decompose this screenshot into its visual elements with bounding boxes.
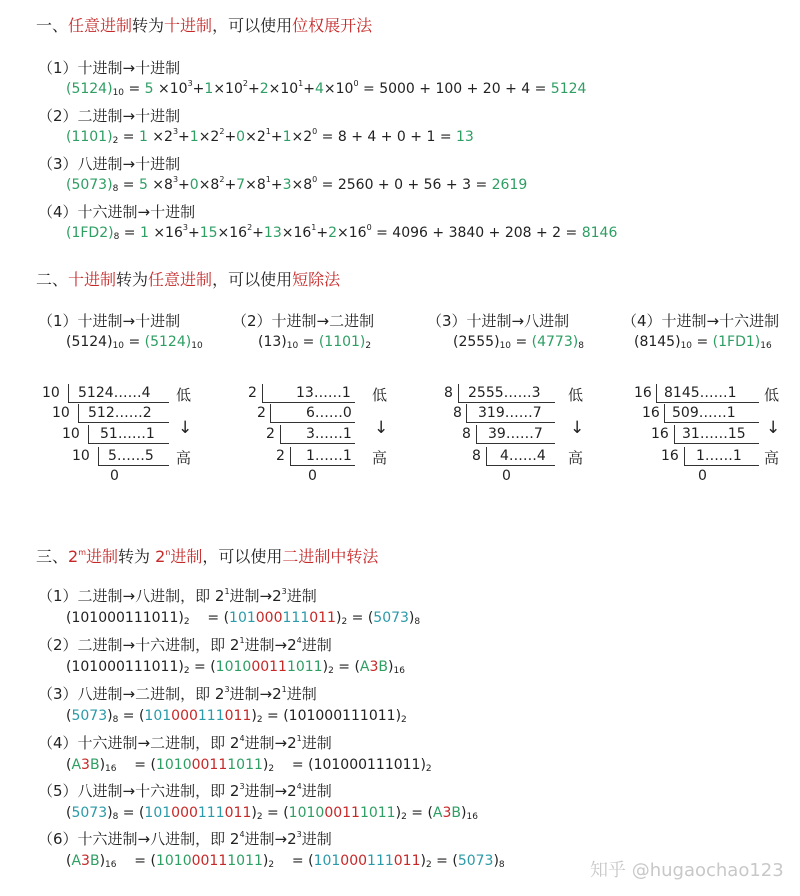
division-divisor: 16: [661, 448, 679, 464]
division-zero: 0: [502, 468, 511, 484]
s3-item3-title: （3）八进制→二进制，即 $2^3$进制$\to 2^1$进制: [38, 685, 317, 703]
division-row: 1……1: [306, 448, 352, 464]
s2-col2-result: $(13)_{10} = (1101)_2$: [258, 334, 372, 351]
division-divisor: 8: [453, 405, 462, 421]
division-zero: 0: [110, 468, 119, 484]
division-divisor: 10: [52, 405, 70, 421]
high-label: 高: [372, 449, 388, 467]
s2-col1-result: $(5124)_{10} = (5124)_{10}$: [66, 334, 203, 351]
s1-item2-title: （2）二进制→十进制: [38, 107, 181, 125]
low-label: 低: [372, 386, 388, 404]
s3-item5-title: （5）八进制→十六进制，即 $2^3$进制$\to 2^4$进制: [38, 782, 332, 800]
division-divisor: 16: [634, 385, 652, 401]
s3-item1-formula: $(101000111011)_2$ = $(101000111011)_2 = (5073)_8$: [66, 610, 421, 627]
division-row: 2555……3: [468, 385, 541, 401]
division-row: 51……1: [100, 426, 155, 442]
s1-item3-formula: $(5073)_8 = 5 \times 8^3+0\times 8^2+7\times 8^1+3\times 8^0 = 2560 + 0 + 56 + 3 = 2619$: [66, 175, 528, 194]
division-row: 5……5: [108, 448, 154, 464]
division-row: 512……2: [88, 405, 152, 421]
s1-item4-title: （4）十六进制→十进制: [38, 203, 196, 221]
division-divisor: 16: [642, 405, 660, 421]
s3-item4-formula: $(A3B)_{16}$ = $(101000111011)_2$ = $(101000111011)_2$: [66, 757, 432, 774]
watermark: 知乎 @hugaochao123: [590, 860, 784, 881]
high-label: 高: [764, 449, 780, 467]
division-divisor: 8: [444, 385, 453, 401]
division-row: 6……0: [306, 405, 352, 421]
s2-col2-title: （2）十进制→二进制: [232, 312, 375, 330]
division-divisor: 8: [462, 426, 471, 442]
s3-item2-formula: $(101000111011)_2 = (101000111011)_2 = (A3B)_{16}$: [66, 659, 405, 676]
down-arrow-icon: ↓: [570, 418, 585, 438]
division-row: 31……15: [682, 426, 746, 442]
low-label: 低: [568, 386, 584, 404]
s3-item6-formula: $(A3B)_{16}$ = $(101000111011)_2$ = $(101000111011)_2 = (5073)_8$: [66, 853, 505, 870]
high-label: 高: [176, 449, 192, 467]
s2-col3-title: （3）十进制→八进制: [427, 312, 570, 330]
s3-item5-formula: $(5073)_8 = (101000111011)_2 = (101000111011)_2 = (A3B)_{16}$: [66, 805, 478, 822]
division-zero: 0: [698, 468, 707, 484]
low-label: 低: [176, 386, 192, 404]
s1-item4-formula: $(1FD2)_8 = 1 \times 16^3+15\times 16^2+13\times 16^1+2\times 16^0 = 4096 + 3840 + 208 + 2 = 8146$: [66, 223, 618, 242]
division-divisor: 2: [276, 448, 285, 464]
s2-division-4: [634, 384, 764, 484]
division-divisor: 10: [42, 385, 60, 401]
division-row: 5124……4: [78, 385, 151, 401]
division-divisor: 8: [472, 448, 481, 464]
s3-item1-title: （1）二进制→八进制，即 $2^1$进制$\to 2^3$进制: [38, 587, 317, 605]
division-row: 3……1: [306, 426, 352, 442]
down-arrow-icon: ↓: [374, 418, 389, 438]
division-divisor: 16: [651, 426, 669, 442]
s3-item3-formula: $(5073)_8 = (101000111011)_2 = (101000111011)_2$: [66, 708, 407, 725]
division-divisor: 10: [72, 448, 90, 464]
s1-item2-formula: $(1101)_2 = 1 \times 2^3+1\times 2^2+0\times 2^1+1\times 2^0 = 8 + 4 + 0 + 1 = 13$: [66, 127, 474, 146]
section1-heading: 一、任意进制转为十进制，可以使用位权展开法: [36, 16, 373, 35]
division-row: 509……1: [672, 405, 736, 421]
s2-division-2: [248, 384, 358, 484]
s1-item1-formula: $(5124)_{10} = 5 \times 10^3+1\times 10^2+2\times 10^1+4\times 10^0 = 5000 + 100 + 20 + 4 = 5124$: [66, 79, 587, 98]
division-divisor: 2: [257, 405, 266, 421]
division-row: 13……1: [296, 385, 351, 401]
down-arrow-icon: ↓: [178, 418, 193, 438]
s2-col4-title: （4）十进制→十六进制: [622, 312, 780, 330]
s1-item3-title: （3）八进制→十进制: [38, 155, 181, 173]
high-label: 高: [568, 449, 584, 467]
division-divisor: 2: [248, 385, 257, 401]
s2-col1-title: （1）十进制→十进制: [38, 312, 181, 330]
division-row: 319……7: [478, 405, 542, 421]
s2-division-3: [444, 384, 559, 484]
s2-division-1: [42, 384, 172, 484]
division-zero: 0: [308, 468, 317, 484]
division-row: 8145……1: [664, 385, 737, 401]
division-row: 4……4: [500, 448, 546, 464]
division-divisor: 2: [266, 426, 275, 442]
division-divisor: 10: [62, 426, 80, 442]
s3-item2-title: （2）二进制→十六进制，即 $2^1$进制$\to 2^4$进制: [38, 636, 332, 654]
section3-heading: 三、2$^m$进制转为 2$^n$进制，可以使用二进制中转法: [36, 547, 379, 566]
low-label: 低: [764, 386, 780, 404]
division-row: 39……7: [488, 426, 543, 442]
s1-item1-title: （1）十进制→十进制: [38, 59, 181, 77]
division-row: 1……1: [696, 448, 742, 464]
s2-col3-result: $(2555)_{10} = (4773)_8$: [453, 334, 584, 351]
s3-item4-title: （4）十六进制→二进制，即 $2^4$进制$\to 2^1$进制: [38, 734, 332, 752]
down-arrow-icon: ↓: [766, 418, 781, 438]
s3-item6-title: （6）十六进制→八进制，即 $2^4$进制$\to 2^3$进制: [38, 830, 332, 848]
s2-col4-result: $(8145)_{10} = (1FD1)_{16}$: [634, 334, 772, 351]
section2-heading: 二、十进制转为任意进制，可以使用短除法: [36, 270, 341, 289]
